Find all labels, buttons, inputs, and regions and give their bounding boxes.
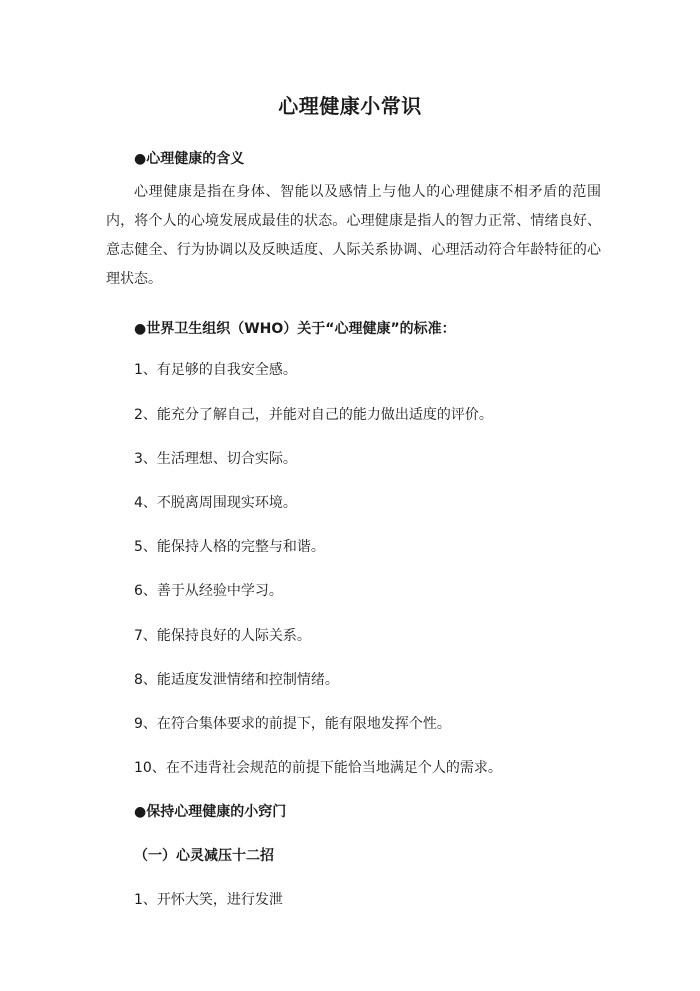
section-heading-who-standards: ●世界卫生组织（WHO）关于“心理健康”的标准： (134, 321, 456, 337)
document-title: 心理健康小常识 (278, 94, 422, 118)
section-heading-tips: ●保持心理健康的小窍门 (134, 804, 287, 820)
list-item: 2、能充分了解自己，并能对自己的能力做出适度的评价。 (134, 407, 493, 423)
section-paragraph-meaning: 心理健康是指在身体、智能以及感情上与他人的心理健康不相矛盾的范围内，将个人的心境发展成最佳的状态。心理健康是指人的智力正常、情绪良好、意志健全、行为协调以及反映适度、人际关系协调、心理活动符合年龄特征的心理状态。 (106, 184, 601, 287)
list-item: 1、开怀大笑，进行发泄 (134, 892, 283, 908)
section-heading-meaning: ●心理健康的含义 (134, 151, 245, 167)
list-item: 3、生活理想、切合实际。 (134, 451, 297, 467)
list-item: 8、能适度发泄情绪和控制情绪。 (134, 672, 339, 688)
list-item: 10、在不违背社会规范的前提下能恰当地满足个人的需求。 (134, 760, 502, 776)
list-item: 6、善于从经验中学习。 (134, 583, 283, 599)
list-item: 5、能保持人格的完整与和谐。 (134, 539, 325, 555)
list-item: 7、能保持良好的人际关系。 (134, 628, 311, 644)
list-item: 1、有足够的自我安全感。 (134, 362, 297, 378)
subsection-heading: （一）心灵减压十二招 (134, 848, 274, 864)
list-item: 4、不脱离周围现实环境。 (134, 495, 297, 511)
list-item: 9、在符合集体要求的前提下，能有限地发挥个性。 (134, 716, 451, 732)
